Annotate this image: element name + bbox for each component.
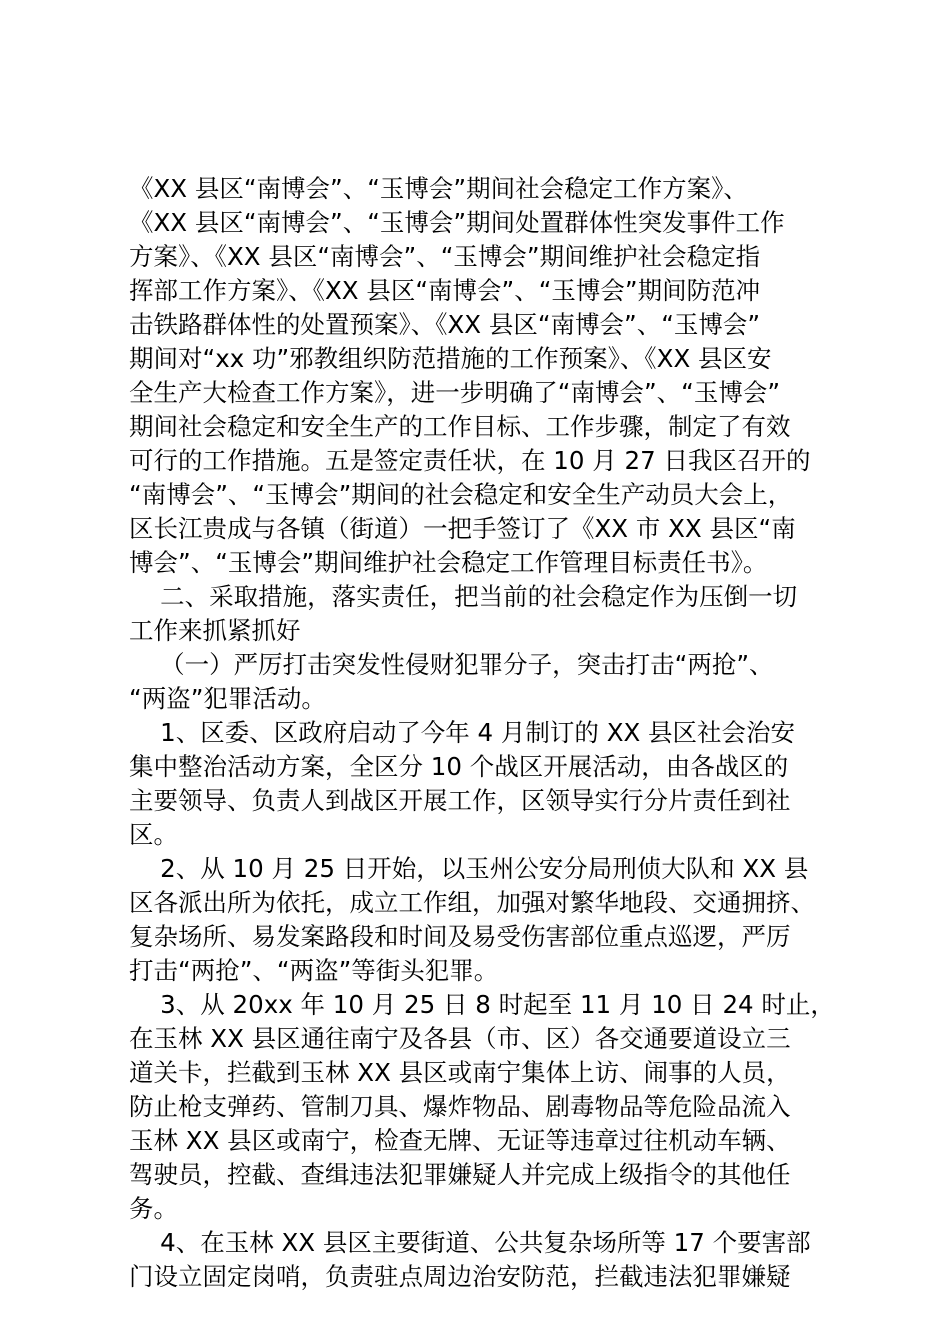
text-line: 门设立固定岗哨，负责驻点周边治安防范，拦截违法犯罪嫌疑 (129, 1262, 791, 1291)
document-body (129, 172, 835, 1294)
text-line: 1、区委、区政府启动了今年 4 月制订的 XX 县区社会治安 (129, 718, 796, 747)
text-line: 可行的工作措施。五是签定责任状，在 10 月 27 日我区召开的 (129, 446, 811, 475)
text-line: 击铁路群体性的处置预案》、《XX 县区“南博会”、“玉博会” (129, 310, 761, 339)
subsection-heading-line: （一）严厉打击突发性侵财犯罪分子，突击打击“两抢”、 (129, 650, 774, 679)
text-line: 集中整治活动方案，全区分 10 个战区开展活动，由各战区的 (129, 752, 789, 781)
text-line: 打击“两抢”、“两盗”等街头犯罪。 (129, 956, 499, 985)
section-heading-line: 工作来抓紧抓好 (129, 616, 301, 645)
text-line: 《XX 县区“南博会”、“玉博会”期间社会稳定工作方案》、 (129, 174, 748, 203)
text-line: 《XX 县区“南博会”、“玉博会”期间处置群体性突发事件工作 (129, 208, 785, 237)
text-line: 防止枪支弹药、管制刀具、爆炸物品、剧毒物品等危险品流入 (129, 1092, 791, 1121)
text-line: 务。 (129, 1194, 178, 1223)
text-line: 区各派出所为依托，成立工作组，加强对繁华地段、交通拥挤、 (129, 888, 815, 917)
text-line: 主要领导、负责人到战区开展工作，区领导实行分片责任到社 (129, 786, 791, 815)
text-line: “南博会”、“玉博会”期间的社会稳定和安全生产动员大会上， (129, 480, 793, 509)
text-line: 区长江贵成与各镇（街道）一把手签订了《XX 市 XX 县区“南 (129, 514, 796, 543)
text-line: 驾驶员，控截、查缉违法犯罪嫌疑人并完成上级指令的其他任 (129, 1160, 791, 1189)
text-line: 全生产大检查工作方案》，进一步明确了“南博会”、“玉博会” (129, 378, 781, 407)
subsection-heading-line: “两盗”犯罪活动。 (129, 684, 326, 713)
text-line: 3、从 20xx 年 10 月 25 日 8 时起至 11 月 10 日 24 时止， (129, 990, 835, 1019)
text-line: 挥部工作方案》、《XX 县区“南博会”、“玉博会”期间防范冲 (129, 276, 761, 305)
text-line: 2、从 10 月 25 日开始，以玉州公安分局刑侦大队和 XX 县 (129, 854, 809, 883)
section-heading-line: 二、采取措施，落实责任，把当前的社会稳定作为压倒一切 (129, 582, 798, 611)
text-line: 期间社会稳定和安全生产的工作目标、工作步骤，制定了有效 (129, 412, 791, 441)
text-line: 复杂场所、易发案路段和时间及易受伤害部位重点巡逻，严厉 (129, 922, 791, 951)
text-line: 在玉林 XX 县区通往南宁及各县（市、区）各交通要道设立三 (129, 1024, 791, 1053)
text-line: 道关卡，拦截到玉林 XX 县区或南宁集体上访、闹事的人员， (129, 1058, 791, 1087)
text-line: 期间对“xx 功”邪教组织防范措施的工作预案》、《XX 县区安 (129, 344, 772, 373)
text-line: 博会”、“玉博会”期间维护社会稳定工作管理目标责任书》。 (129, 548, 768, 577)
text-line: 区。 (129, 820, 178, 849)
text-line: 玉林 XX 县区或南宁，检查无牌、无证等违章过往机动车辆、 (129, 1126, 791, 1155)
text-line: 方案》、《XX 县区“南博会”、“玉博会”期间维护社会稳定指 (129, 242, 761, 271)
text-line: 4、在玉林 XX 县区主要街道、公共复杂场所等 17 个要害部 (129, 1228, 811, 1257)
